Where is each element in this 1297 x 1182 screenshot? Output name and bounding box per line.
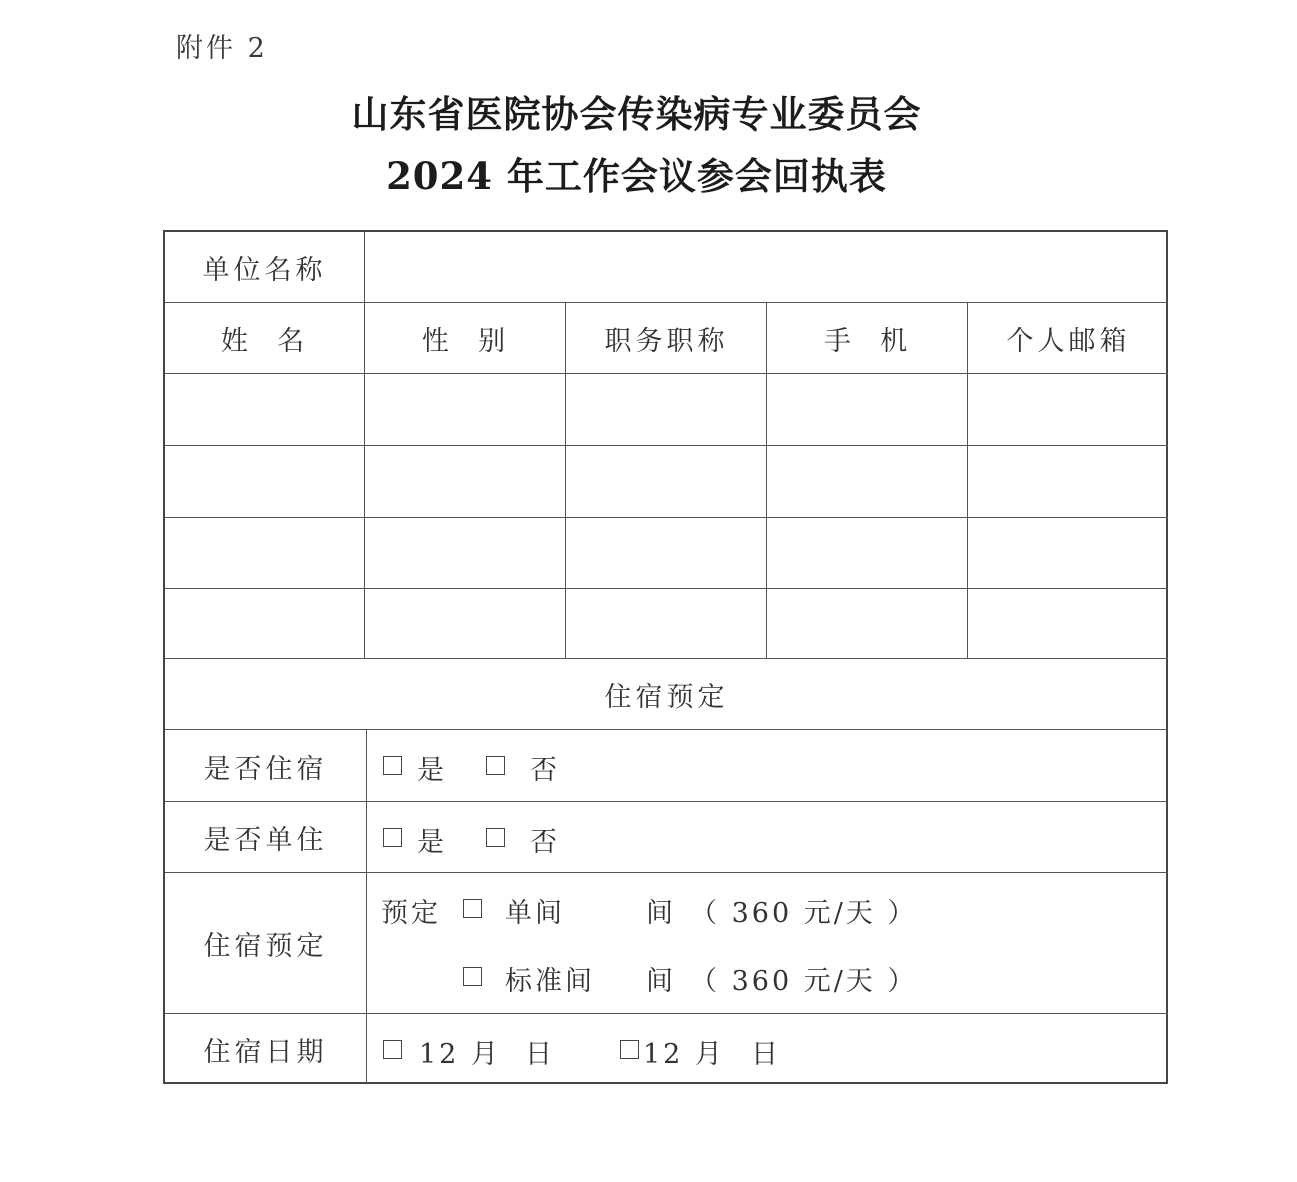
single-occupancy-label: 是否单住 xyxy=(203,825,328,856)
table-cell-gender[interactable] xyxy=(366,447,565,517)
column-header-phone: 手 机 xyxy=(823,326,912,357)
table-cell-email[interactable] xyxy=(969,590,1168,658)
stay-no-checkbox[interactable] xyxy=(486,756,505,775)
table-cell-gender[interactable] xyxy=(366,519,565,588)
table-cell-phone[interactable] xyxy=(768,590,967,658)
table-cell-name[interactable] xyxy=(165,447,364,517)
stay-yes-label: 是 xyxy=(417,755,447,786)
single-no-label: 否 xyxy=(530,827,560,858)
table-cell-gender[interactable] xyxy=(366,375,565,445)
table-cell-email[interactable] xyxy=(969,447,1168,517)
page-title-line2: 2024 年工作会议参会回执表 xyxy=(386,154,887,198)
booking-label: 住宿预定 xyxy=(203,931,328,962)
single-yes-label: 是 xyxy=(417,827,447,858)
table-cell-phone[interactable] xyxy=(768,447,967,517)
stay-no-label: 否 xyxy=(530,755,560,786)
column-header-gender: 性 别 xyxy=(421,326,510,357)
column-header-title: 职务职称 xyxy=(604,326,729,357)
table-cell-name[interactable] xyxy=(165,519,364,588)
attachment-label: 附件 2 xyxy=(176,33,268,64)
checkout-day: 日 xyxy=(751,1039,781,1070)
date-label: 住宿日期 xyxy=(203,1037,328,1068)
standard-room-unit: 间 xyxy=(646,966,676,997)
stay-yes-checkbox[interactable] xyxy=(383,756,402,775)
single-room-label: 单间 xyxy=(505,898,565,929)
standard-room-price: （ 360 元/天 ） xyxy=(690,966,918,997)
checkout-month: 12 月 xyxy=(643,1039,725,1070)
table-cell-email[interactable] xyxy=(969,375,1168,445)
single-room-price: （ 360 元/天 ） xyxy=(690,898,918,929)
table-cell-phone[interactable] xyxy=(768,375,967,445)
single-room-unit: 间 xyxy=(646,898,676,929)
single-no-checkbox[interactable] xyxy=(486,828,505,847)
unit-name-label: 单位名称 xyxy=(202,254,327,286)
checkout-date-checkbox[interactable] xyxy=(620,1040,639,1059)
table-cell-title[interactable] xyxy=(567,375,766,445)
stay-label: 是否住宿 xyxy=(203,753,328,785)
table-cell-title[interactable] xyxy=(567,519,766,588)
table-cell-email[interactable] xyxy=(969,519,1168,588)
standard-room-label: 标准间 xyxy=(505,966,595,997)
registration-form-table xyxy=(163,230,1168,1084)
lodging-section-title: 住宿预定 xyxy=(604,682,729,713)
column-header-name: 姓 名 xyxy=(220,326,309,357)
booking-prefix: 预定 xyxy=(381,898,441,929)
checkin-date-checkbox[interactable] xyxy=(383,1040,402,1059)
column-header-email: 个人邮箱 xyxy=(1006,326,1131,357)
table-cell-gender[interactable] xyxy=(366,590,565,658)
table-cell-title[interactable] xyxy=(567,447,766,517)
standard-room-checkbox[interactable] xyxy=(463,967,482,986)
page-title-line1: 山东省医院协会传染病专业委员会 xyxy=(351,92,922,136)
single-room-checkbox[interactable] xyxy=(463,899,482,918)
unit-name-field[interactable] xyxy=(366,232,1166,302)
checkin-month: 12 月 xyxy=(419,1039,501,1070)
checkin-day: 日 xyxy=(525,1039,555,1070)
table-cell-name[interactable] xyxy=(165,375,364,445)
table-cell-name[interactable] xyxy=(165,590,364,658)
table-cell-title[interactable] xyxy=(567,590,766,658)
table-cell-phone[interactable] xyxy=(768,519,967,588)
single-yes-checkbox[interactable] xyxy=(383,828,402,847)
